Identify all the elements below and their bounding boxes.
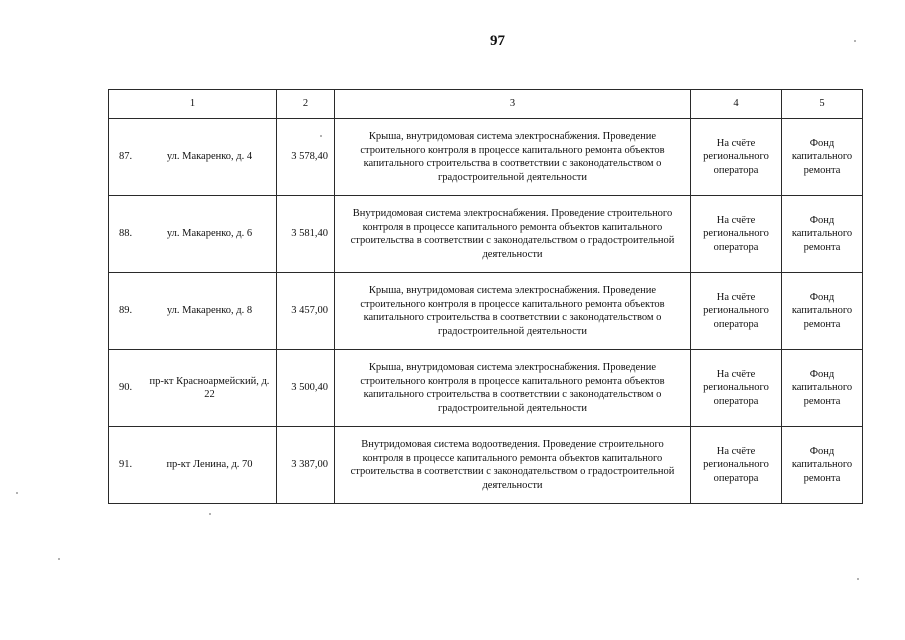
row-address: пр-кт Ленина, д. 70 bbox=[166, 459, 253, 471]
area-cell: 3 387,00 bbox=[277, 427, 335, 504]
header-row bbox=[109, 90, 863, 119]
account-cell: На счёте регионального оператора bbox=[691, 350, 782, 427]
scan-speck bbox=[58, 558, 60, 560]
column-header: 4 bbox=[691, 90, 782, 119]
row-number: 90. bbox=[119, 382, 133, 394]
scan-speck bbox=[320, 135, 322, 137]
source-cell: Фонд капитального ремонта bbox=[782, 119, 863, 196]
source-cell: Фонд капитального ремонта bbox=[782, 427, 863, 504]
row-address: ул. Макаренко, д. 8 bbox=[166, 305, 253, 317]
table-row bbox=[109, 350, 863, 427]
source-cell: Фонд капитального ремонта bbox=[782, 350, 863, 427]
page-number: 97 bbox=[490, 33, 505, 49]
column-header: 3 bbox=[335, 90, 691, 119]
column-header: 1 bbox=[109, 90, 277, 119]
table-row bbox=[109, 196, 863, 273]
row-address: пр-кт Красноармейский, д. 22 bbox=[149, 375, 270, 400]
row-number: 89. bbox=[119, 305, 133, 317]
account-cell: На счёте регионального оператора bbox=[691, 119, 782, 196]
area-cell: 3 457,00 bbox=[277, 273, 335, 350]
account-cell: На счёте регионального оператора bbox=[691, 427, 782, 504]
area-cell: 3 500,40 bbox=[277, 350, 335, 427]
scan-speck bbox=[857, 578, 859, 580]
address-cell bbox=[109, 273, 277, 350]
table-row bbox=[109, 427, 863, 504]
address-cell bbox=[109, 350, 277, 427]
row-number: 87. bbox=[119, 151, 133, 163]
repair-table bbox=[108, 89, 863, 504]
area-cell: 3 581,40 bbox=[277, 196, 335, 273]
row-address: ул. Макаренко, д. 6 bbox=[166, 228, 253, 240]
work-cell: Крыша, внутридомовая система электроснабжения. Проведение строительного контроля в процессе капитального ремонта объектов капитального строительства в соответствии с законодательством о градостроительной деятельности bbox=[335, 350, 691, 427]
address-cell bbox=[109, 427, 277, 504]
row-number: 88. bbox=[119, 228, 133, 240]
address-cell bbox=[109, 119, 277, 196]
source-cell: Фонд капитального ремонта bbox=[782, 273, 863, 350]
column-header: 2 bbox=[277, 90, 335, 119]
work-cell: Внутридомовая система электроснабжения. Проведение строительного контроля в процессе капитального ремонта объектов капитального строительства в соответствии с законодательством о градостроительной деятельности bbox=[335, 196, 691, 273]
scan-speck bbox=[854, 40, 856, 42]
account-cell: На счёте регионального оператора bbox=[691, 196, 782, 273]
table-row bbox=[109, 119, 863, 196]
column-header: 5 bbox=[782, 90, 863, 119]
account-cell: На счёте регионального оператора bbox=[691, 273, 782, 350]
row-address: ул. Макаренко, д. 4 bbox=[166, 151, 253, 163]
scan-speck bbox=[209, 513, 211, 515]
scan-speck bbox=[16, 492, 18, 494]
work-cell: Крыша, внутридомовая система электроснабжения. Проведение строительного контроля в процессе капитального ремонта объектов капитального строительства в соответствии с законодательством о градостроительной деятельности bbox=[335, 273, 691, 350]
source-cell: Фонд капитального ремонта bbox=[782, 196, 863, 273]
area-cell: 3 578,40 bbox=[277, 119, 335, 196]
table-row bbox=[109, 273, 863, 350]
row-number: 91. bbox=[119, 459, 133, 471]
work-cell: Крыша, внутридомовая система электроснабжения. Проведение строительного контроля в процессе капитального ремонта объектов капитального строительства в соответствии с законодательством о градостроительной деятельности bbox=[335, 119, 691, 196]
work-cell: Внутридомовая система водоотведения. Проведение строительного контроля в процессе капитального ремонта объектов капитального строительства в соответствии с законодательством о градостроительной деятельности bbox=[335, 427, 691, 504]
address-cell bbox=[109, 196, 277, 273]
